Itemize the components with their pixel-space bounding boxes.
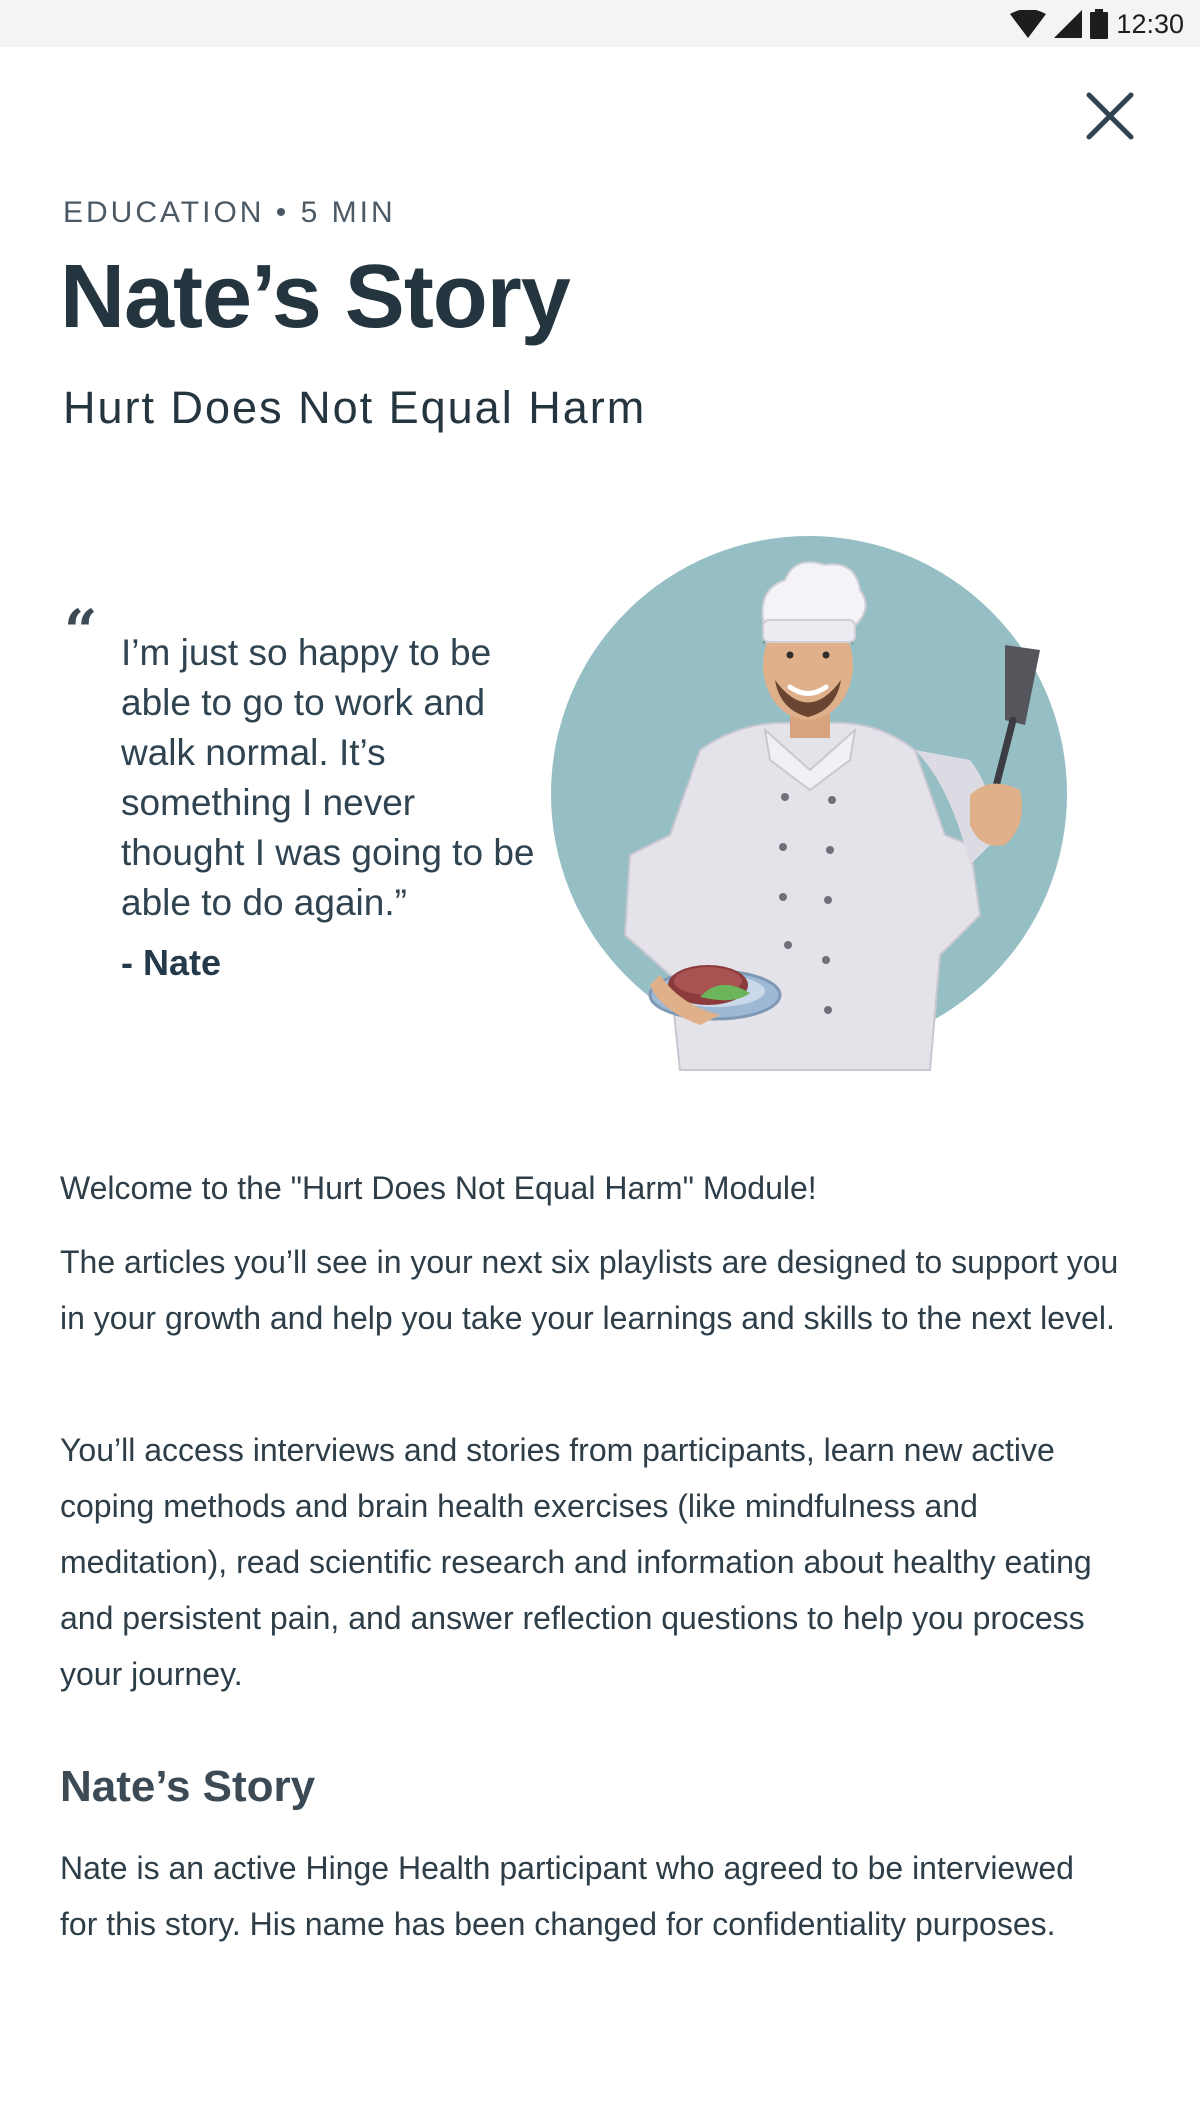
status-bar (0, 0, 1200, 47)
close-icon (1085, 91, 1135, 146)
section-heading: Nate’s Story (60, 1762, 316, 1811)
wifi-icon (1010, 10, 1046, 38)
quote-author: - Nate (121, 942, 222, 983)
quote-text: I’m just so happy to be able to go to work and walk normal. It’s something I never thought I was going to be able to do again.” (121, 632, 535, 923)
category-duration-label: EDUCATION • 5 MIN (63, 196, 396, 229)
close-button[interactable] (1080, 88, 1140, 148)
quote-mark-icon: “ (64, 597, 98, 665)
cell-signal-icon (1054, 10, 1082, 38)
welcome-text: Welcome to the "Hurt Does Not Equal Harm" Module! (60, 1170, 817, 1206)
page-title: Nate’s Story (60, 247, 570, 347)
status-time: 12:30 (1116, 8, 1184, 39)
intro-paragraph-1: The articles you’ll see in your next six playlists are designed to support you in your growth and help you take your learnings and skills to the next level. (60, 1244, 1119, 1336)
page-subtitle: Hurt Does Not Equal Harm (63, 382, 647, 433)
status-icons (1010, 7, 1184, 41)
chef-illustration (550, 535, 1070, 1075)
story-paragraph: Nate is an active Hinge Health participant who agreed to be interviewed for this story. His name has been changed for confidentiality purposes. (60, 1850, 1074, 1942)
intro-paragraph-2: You’ll access interviews and stories from participants, learn new active coping methods and brain health exercises (like mindfulness and meditation), read scientific research and information about healthy eating and persistent pain, and answer reflection questions to help you process your journey. (60, 1432, 1092, 1692)
battery-icon (1090, 9, 1108, 39)
